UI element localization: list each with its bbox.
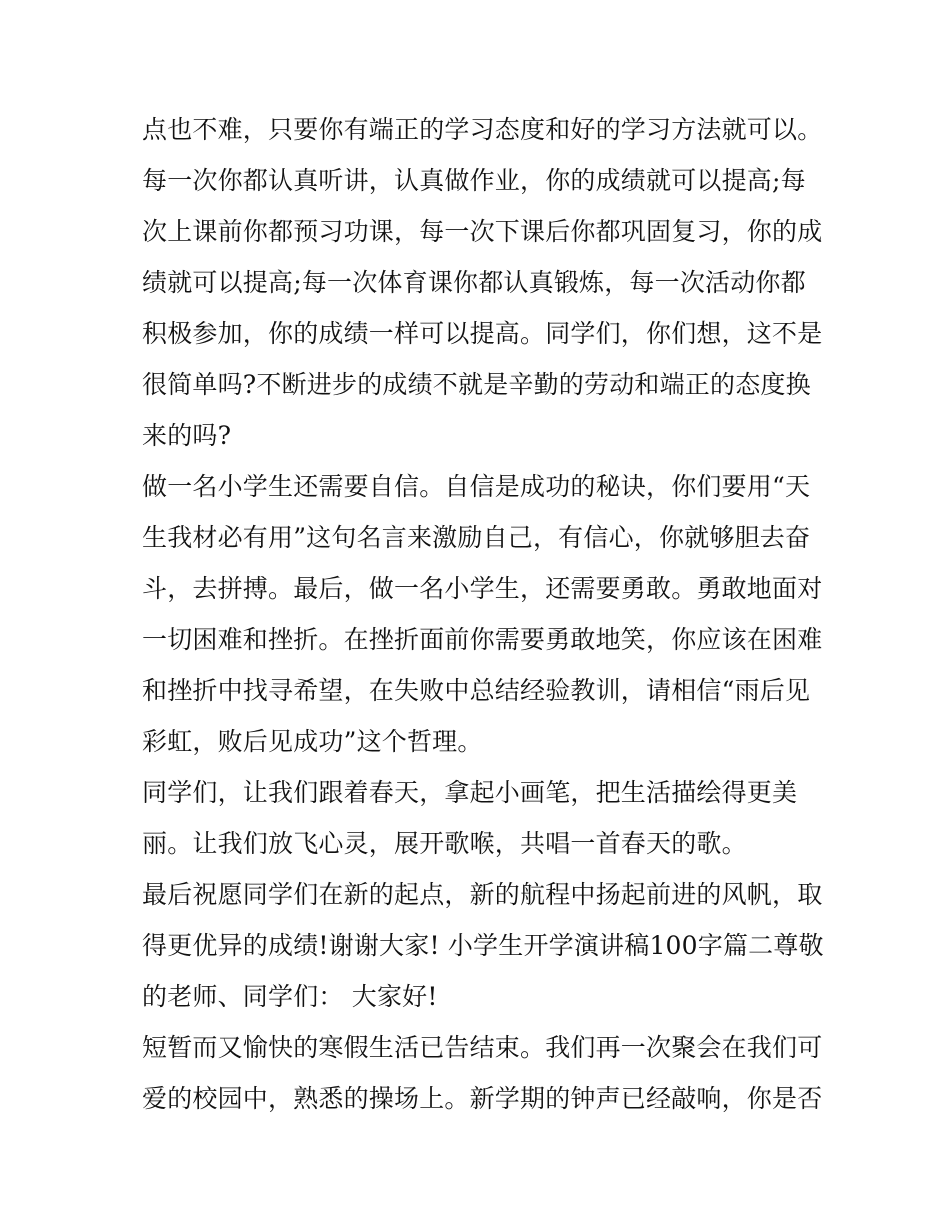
text-line: 每一次你都认真听讲，认真做作业，你的成绩就可以提高;每 (142, 166, 806, 195)
text-line: 同学们，让我们跟着春天，拿起小画笔，把生活描绘得更美 (142, 778, 798, 807)
text-line: 彩虹，败后见成功”这个哲理。 (142, 727, 483, 756)
text-line: 次上课前你都预习功课，每一次下课后你都巩固复习，你的成 (142, 217, 823, 246)
text-line: 来的吗? (142, 421, 232, 450)
document-body (142, 104, 822, 1124)
text-line: 很简单吗?不断进步的成绩不就是辛勤的劳动和端正的态度换 (142, 370, 811, 399)
text-line: 得更优异的成绩!谢谢大家! 小学生开学演讲稿100字篇二尊敬 (142, 931, 824, 960)
text-line: 丽。让我们放飞心灵，展开歌喉，共唱一首春天的歌。 (142, 829, 747, 858)
text-line: 一切困难和挫折。在挫折面前你需要勇敢地笑，你应该在困难 (142, 625, 823, 654)
text-line: 做一名小学生还需要自信。自信是成功的秘诀，你们要用“天 (142, 472, 811, 501)
text-line: 最后祝愿同学们在新的起点，新的航程中扬起前进的风帆，取 (142, 880, 823, 909)
text-line: 的老师、同学们： 大家好! (142, 982, 438, 1011)
text-line: 绩就可以提高;每一次体育课你都认真锻炼，每一次活动你都 (142, 268, 806, 297)
text-line: 爱的校园中，熟悉的操场上。新学期的钟声已经敲响，你是否 (142, 1084, 823, 1113)
text-line: 和挫折中找寻希望，在失败中总结经验教训，请相信“雨后见 (142, 676, 811, 705)
text-line: 积极参加，你的成绩一样可以提高。同学们，你们想，这不是 (142, 319, 823, 348)
text-line: 生我材必有用”这句名言来激励自己，有信心，你就够胆去奋 (142, 523, 811, 552)
text-line: 点也不难，只要你有端正的学习态度和好的学习方法就可以。 (142, 115, 823, 144)
text-line: 短暂而又愉快的寒假生活已告结束。我们再一次聚会在我们可 (142, 1033, 823, 1062)
text-line: 斗，去拼搏。最后，做一名小学生，还需要勇敢。勇敢地面对 (142, 574, 823, 603)
